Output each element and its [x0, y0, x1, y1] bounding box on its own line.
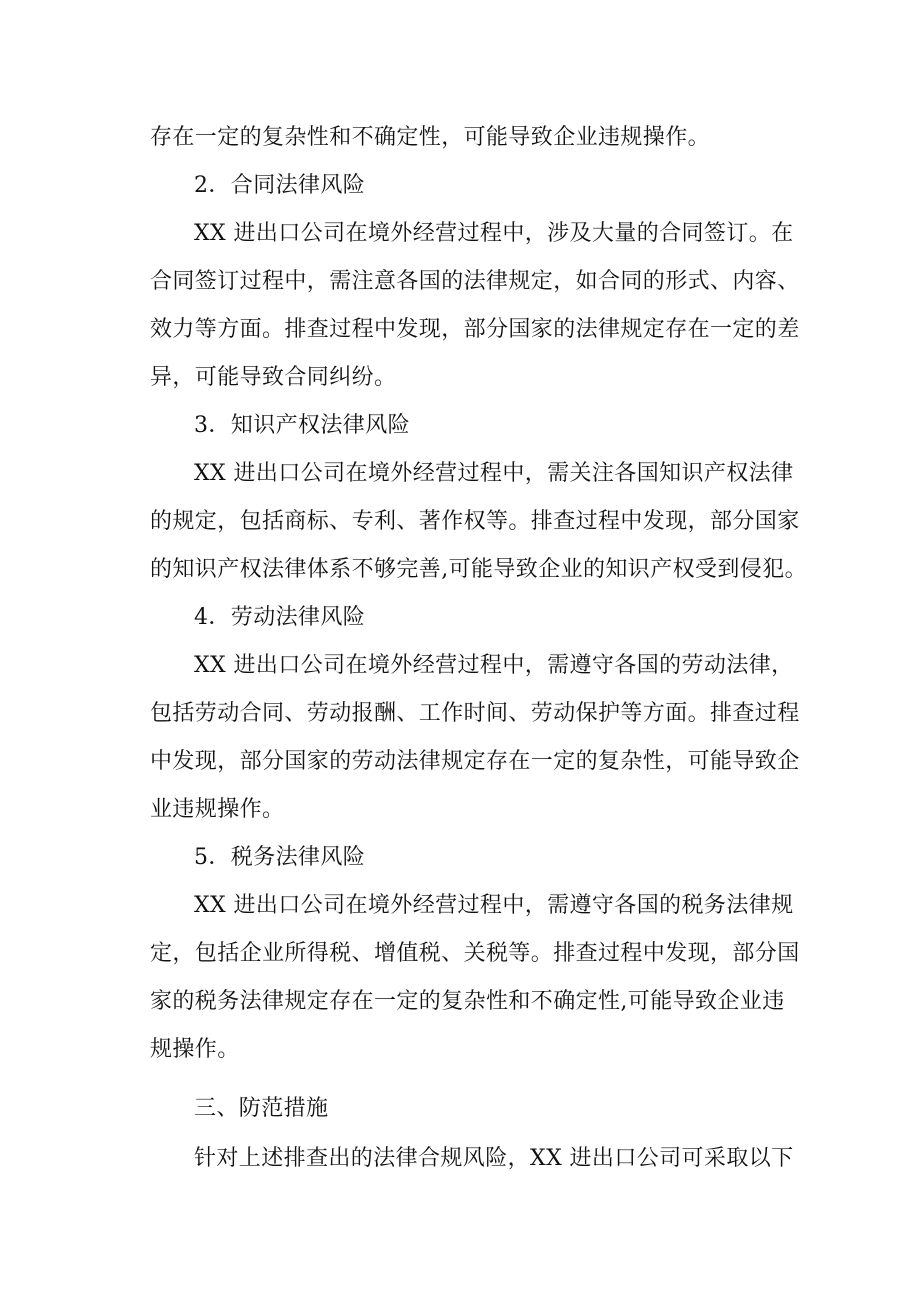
section-heading-prevention-measures: 三、防范措施 — [194, 1096, 329, 1121]
paragraph-line: 业违规操作。 — [150, 797, 285, 822]
paragraph-line: 家的税务法律规定存在一定的复杂性和不确定性,可能导致企业违 — [150, 989, 785, 1014]
paragraph-line: 的知识产权法律体系不够完善,可能导致企业的知识产权受到侵犯。 — [150, 557, 807, 582]
section-heading-labor-risk: 4．劳动法律风险 — [194, 605, 366, 630]
paragraph-line: 中发现，部分国家的劳动法律规定存在一定的复杂性，可能导致企 — [150, 749, 800, 774]
paragraph-line: 针对上述排查出的法律合规风险，XX 进出口公司可采取以下 — [194, 1146, 794, 1171]
section-heading-contract-risk: 2．合同法律风险 — [194, 173, 366, 198]
paragraph-line: 效力等方面。排查过程中发现，部分国家的法律规定存在一定的差 — [150, 317, 800, 342]
paragraph-line: 异，可能导致合同纠纷。 — [150, 365, 397, 390]
paragraph-line: 的规定，包括商标、专利、著作权等。排查过程中发现，部分国家 — [150, 509, 800, 534]
paragraph-line: XX 进出口公司在境外经营过程中，需关注各国知识产权法律 — [194, 461, 794, 486]
paragraph-line: XX 进出口公司在境外经营过程中，需遵守各国的劳动法律， — [194, 653, 794, 678]
paragraph-line: 规操作。 — [150, 1037, 240, 1062]
section-heading-tax-risk: 5．税务法律风险 — [194, 845, 366, 870]
paragraph-line: 包括劳动合同、劳动报酬、工作时间、劳动保护等方面。排查过程 — [150, 701, 800, 726]
paragraph-line: 合同签订过程中，需注意各国的法律规定，如合同的形式、内容、 — [150, 269, 800, 294]
paragraph-line: XX 进出口公司在境外经营过程中，需遵守各国的税务法律规 — [194, 893, 794, 918]
section-heading-ip-risk: 3．知识产权法律风险 — [194, 413, 410, 438]
paragraph-line: XX 进出口公司在境外经营过程中，涉及大量的合同签订。在 — [194, 221, 794, 246]
paragraph-line: 存在一定的复杂性和不确定性，可能导致企业违规操作。 — [150, 125, 711, 150]
paragraph-line: 定，包括企业所得税、增值税、关税等。排查过程中发现，部分国 — [150, 941, 800, 966]
